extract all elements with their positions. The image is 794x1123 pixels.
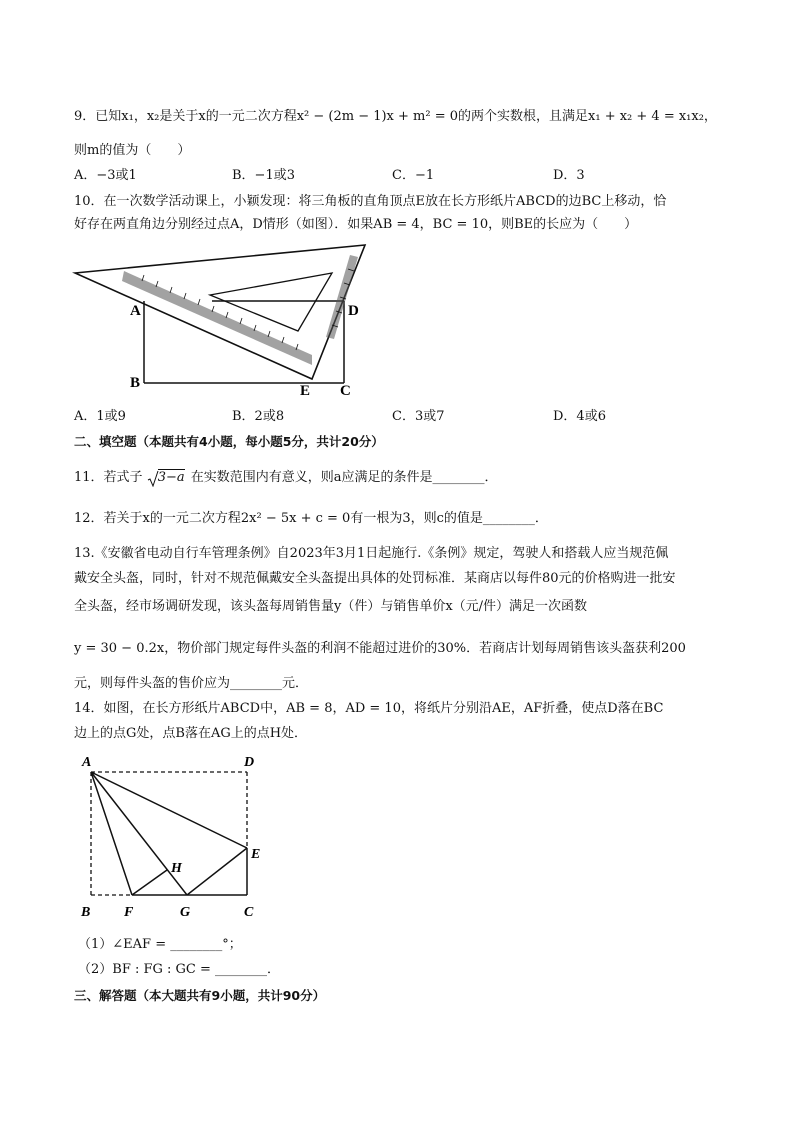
q14-label-c: C	[244, 905, 254, 920]
q9-line1: 9．已知x₁，x₂是关于x的一元二次方程x² − (2m − 1)x + m² = 0的两个实数根，且满足x₁ + x₂ + 4 = x₁x₂，	[74, 109, 717, 124]
q9-option-d: D．3	[553, 168, 585, 183]
q10-set-square	[75, 245, 365, 379]
q10-label-c: C	[340, 383, 351, 399]
q9-option-b: B．−1或3	[232, 168, 295, 183]
q14-segment-ag	[91, 772, 187, 895]
q10-figure	[72, 243, 372, 403]
q10-option-c: C．3或7	[392, 409, 445, 424]
q13-line1: 13.《安徽省电动自行车管理条例》自2023年3月1日起施行.《条例》规定，驾驶人和搭载人应当规范佩	[74, 546, 669, 561]
q10-option-a: A．1或9	[74, 409, 126, 424]
q11-prefix: 11．若式子	[74, 470, 143, 485]
q14-segment-ae	[91, 772, 247, 848]
q13-line3: 全头盔，经市场调研发现，该头盔每周销售量y（件）与销售单价x（元/件）满足一次函数	[74, 599, 588, 614]
q14-figure	[72, 750, 272, 922]
q14-line1: 14．如图，在长方形纸片ABCD中，AB = 8，AD = 10，将纸片分别沿AE，AF折叠，使点D落在BC	[74, 701, 664, 716]
q14-segment-af	[91, 772, 132, 895]
q14-label-a: A	[82, 755, 92, 770]
q10-ruler-strip-left	[122, 271, 312, 365]
q14-line2: 边上的点G处，点B落在AG上的点H处．	[74, 726, 308, 741]
q9-line2: 则m的值为（ ）	[74, 143, 191, 158]
q11-line	[74, 469, 498, 487]
q14-sub1: （1）∠EAF = ________°；	[78, 937, 242, 952]
q11-radical	[147, 469, 185, 487]
q11-suffix: 在实数范围内有意义，则a应满足的条件是________．	[190, 470, 498, 485]
q13-line5: 元，则每件头盔的售价应为________元．	[74, 676, 309, 691]
q14-label-d: D	[244, 755, 255, 770]
section-2-heading: 二、填空题（本题共有4小题，每小题5分，共计20分）	[74, 434, 384, 449]
q14-segment-ge	[187, 848, 247, 895]
section-3-heading: 三、解答题（本大题共有9小题，共计90分）	[74, 988, 326, 1003]
q11-radicand: 3−a	[157, 470, 185, 485]
q10-line1: 10．在一次数学活动课上，小颖发现：将三角板的直角顶点E放在长方形纸片ABCD的边BC上移动，恰	[74, 194, 667, 209]
q14-label-h: H	[171, 861, 182, 876]
q13-line4: y = 30 − 0.2x，物价部门规定每件头盔的利润不能超过进价的30%．若商店计划每周销售该头盔获利200	[74, 641, 686, 656]
q13-line2: 戴安全头盔，同时，针对不规范佩戴安全头盔提出具体的处罚标准．某商店以每件80元的价格购进一批安	[74, 571, 676, 586]
q14-label-g: G	[180, 905, 191, 920]
q12-line: 12．若关于x的一元二次方程2x² − 5x + c = 0有一根为3，则c的值是________．	[74, 511, 548, 526]
q10-label-a: A	[130, 303, 141, 319]
q9-option-c: C．−1	[392, 168, 435, 183]
q10-label-d: D	[348, 303, 359, 319]
q10-label-e: E	[300, 383, 311, 399]
q14-label-f: F	[124, 905, 134, 920]
q14-label-e: E	[251, 847, 261, 862]
q14-label-b: B	[81, 905, 91, 920]
q10-label-b: B	[130, 375, 141, 391]
q14-sub2: （2）BF : FG : GC = ________．	[78, 962, 281, 977]
q10-ruler-ticks	[142, 269, 354, 350]
q10-option-b: B．2或8	[232, 409, 285, 424]
sqrt-icon	[147, 470, 159, 487]
q10-line2: 好存在两直角边分别经过点A，D情形（如图）．如果AB = 4，BC = 10，则BE的长应为（ ）	[74, 217, 638, 232]
q10-option-d: D．4或6	[553, 409, 606, 424]
q10-ruler-strip-right	[326, 255, 358, 339]
q9-option-a: A．−3或1	[74, 168, 137, 183]
q14-segment-fh	[132, 870, 167, 895]
